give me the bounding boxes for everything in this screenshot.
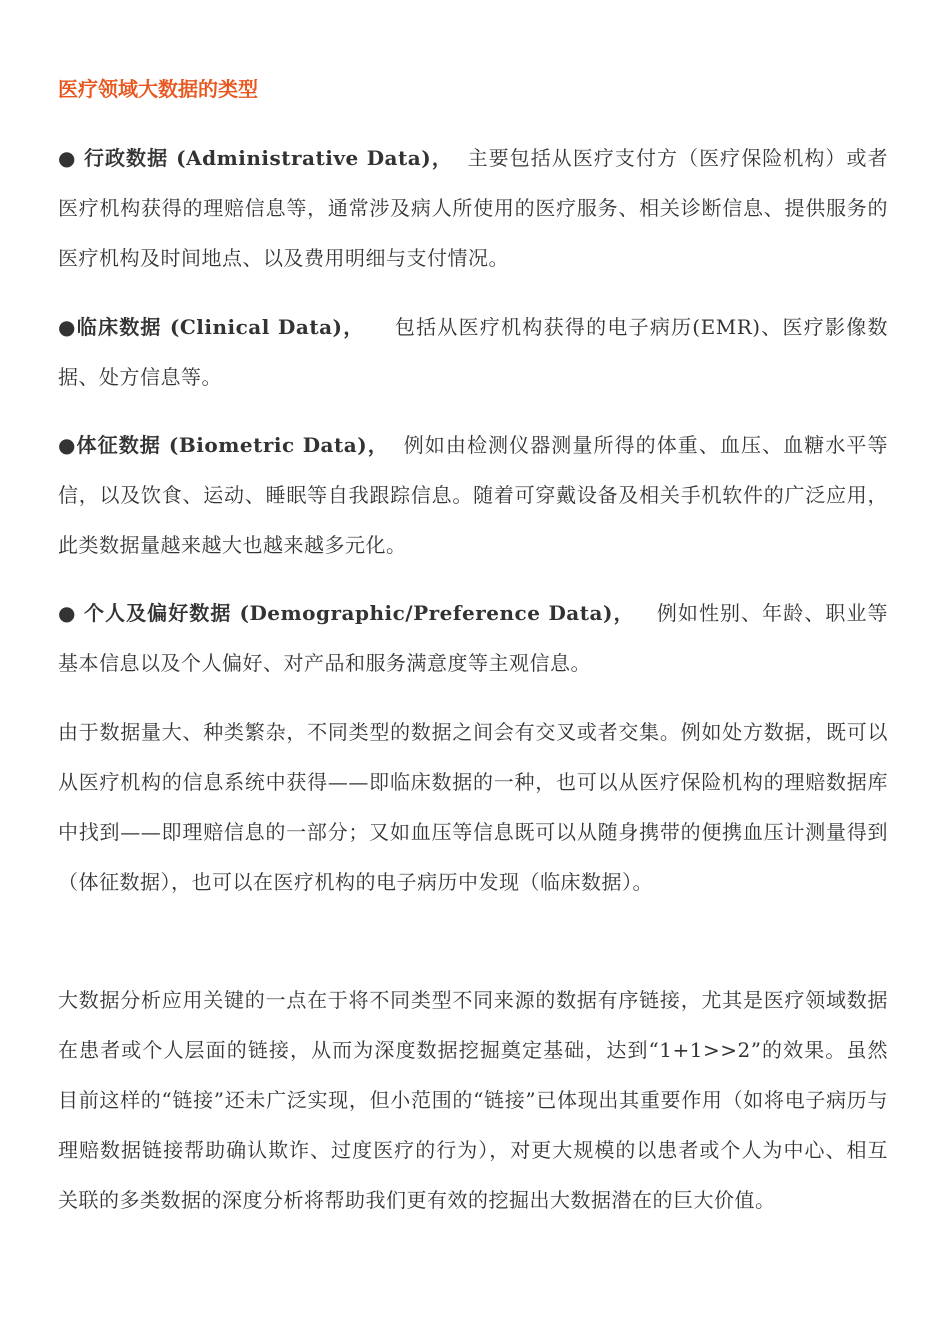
bullet-body: 主要包括从医疗支付方（医疗保险机构）或者医疗机构获得的理赔信息等，通常涉及病人所使用的医疗服务、相关诊断信息、提供服务的医疗机构及时间地点、以及费用明细与支付情况。 xyxy=(58,146,889,270)
bullet-administrative-data xyxy=(58,133,888,283)
bullet-body: 例如由检测仪器测量所得的体重、血压、血糖水平等信，以及饮食、运动、睡眠等自我跟踪信息。随着可穿戴设备及相关手机软件的广泛应用，此类数据量越来越大也越来越多元化。 xyxy=(58,433,889,557)
bullet-body: 包括从医疗机构获得的电子病历(EMR)、医疗影像数据、处方信息等。 xyxy=(58,315,889,389)
bullet-icon: ● xyxy=(58,433,77,457)
document-title: 医疗领域大数据的类型 xyxy=(58,77,258,101)
bullet-icon: ● xyxy=(58,315,77,339)
bullet-spacer xyxy=(77,146,84,170)
paragraph-data-overlap: 由于数据量大、种类繁杂，不同类型的数据之间会有交叉或者交集。例如处方数据，既可以从医疗机构的信息系统中获得——即临床数据的一种，也可以从医疗保险机构的理赔数据库中找到——即理赔信息的一部分；又如血压等信息既可以从随身携带的便携血压计测量得到（体征数据），也可以在医疗机构的电子病历中发现（临床数据）。 xyxy=(58,720,888,894)
bullet-preference-data xyxy=(58,588,888,688)
bullet-spacer xyxy=(77,601,84,625)
bullet-heading: 个人及偏好数据 (Demographic/Preference Data)， xyxy=(83,601,635,625)
bullet-heading: 体征数据 (Biometric Data)， xyxy=(76,433,389,457)
bullet-heading: 临床数据 (Clinical Data)， xyxy=(76,315,365,339)
paragraph-data-linkage: 大数据分析应用关键的一点在于将不同类型不同来源的数据有序链接，尤其是医疗领域数据在患者或个人层面的链接，从而为深度数据挖掘奠定基础，达到“1+1>>2”的效果。虽然目前这样的“链接”还未广泛实现，但小范围的“链接”已体现出其重要作用（如将电子病历与理赔数据链接帮助确认欺诈、过度医疗的行为），对更大规模的以患者或个人为中心、相互关联的多类数据的深度分析将帮助我们更有效的挖掘出大数据潜在的巨大价值。 xyxy=(58,988,888,1212)
bullet-body: 例如性别、年龄、职业等基本信息以及个人偏好、对产品和服务满意度等主观信息。 xyxy=(58,601,889,675)
bullet-heading: 行政数据 (Administrative Data)， xyxy=(83,146,453,170)
bullet-icon: ● xyxy=(58,601,77,625)
bullet-biometric-data xyxy=(58,420,888,570)
bullet-clinical-data xyxy=(58,302,888,402)
bullet-icon: ● xyxy=(58,146,77,170)
